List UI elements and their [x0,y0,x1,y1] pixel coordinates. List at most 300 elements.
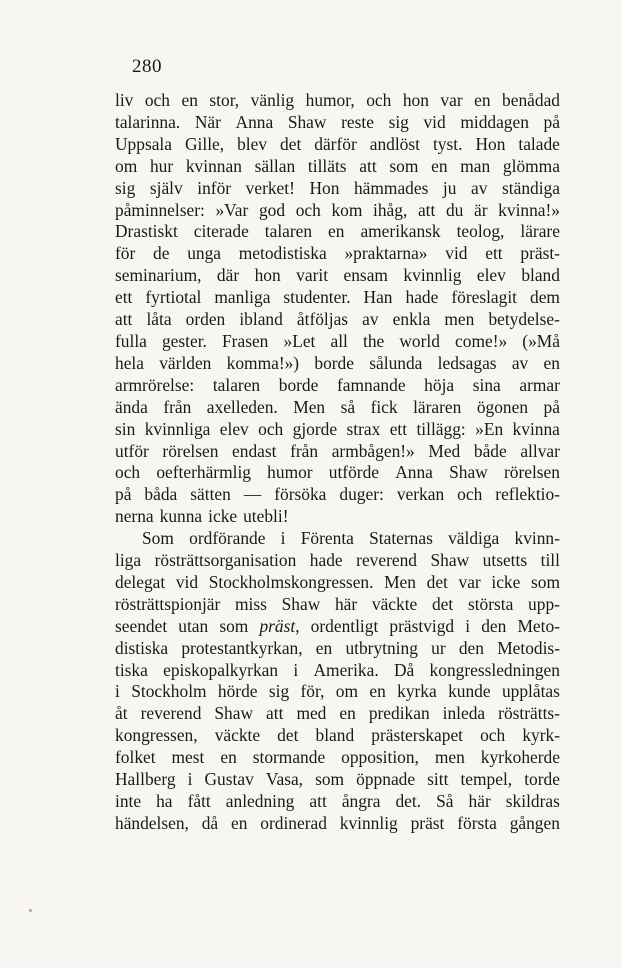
word: middagen [460,111,529,132]
word: »Let [283,330,316,351]
word: från [163,396,192,417]
word: och [144,90,170,110]
word: kongressen, [115,725,198,746]
word: predikan [368,703,430,724]
word: Shaw [214,703,254,724]
word: hämmades [353,177,429,198]
word: det [431,593,454,614]
word: därför [314,133,357,154]
word: Förenta [300,528,354,549]
word: come!» [455,330,508,351]
word: protestantkyrkan, [181,637,303,658]
word: kunna [159,506,203,527]
word: av [471,177,488,198]
word: Anna [235,111,274,132]
word: hon [402,90,429,110]
word: all [330,330,348,351]
word: och [457,484,483,505]
word: amerikansk [360,221,441,242]
word: komma!») [226,352,300,373]
word: icke [491,571,521,592]
word: utför [115,440,149,461]
word: Hon [475,133,506,154]
text-line [115,309,560,331]
text-line [115,375,560,397]
word: Han [363,287,393,308]
text-line [115,747,560,769]
word: benådad [502,90,560,110]
word: allvar [520,440,560,461]
word: och [115,462,141,483]
word: ha [156,791,173,811]
word: the [362,330,385,351]
word: Hallberg [115,769,176,790]
word: i [293,659,299,680]
word: ständiga [502,177,560,198]
text-line [115,813,560,835]
word: ett [115,287,133,308]
word: hon [254,265,281,286]
word: kvinna [512,418,560,439]
word: fyrtiotal [145,287,202,308]
word: kvinn- [514,528,560,549]
word: sig [115,177,136,198]
word: en [328,221,345,242]
word: på [543,396,560,417]
text-line [115,660,560,682]
word: då [201,812,219,833]
word: borde [278,374,319,395]
text-line [115,703,560,725]
word: fick [370,396,398,417]
word: varit [296,265,329,286]
word: Hon [309,177,340,198]
word: väckte [371,593,418,614]
word: kyrkoherde [480,747,560,768]
word: elev [476,265,506,286]
word: seminarium, [115,265,202,286]
word: nerna [115,506,154,527]
word: sig [268,681,290,702]
word: mest [171,747,205,768]
word: skildras [505,791,560,811]
word: blev [237,133,268,154]
word: en [231,812,248,833]
word: talaren [212,374,261,395]
word: i [465,615,471,636]
word: sätten [190,484,231,505]
word: sina [472,374,501,395]
word: Frasen [222,330,269,351]
word: i [187,769,193,790]
word: och [295,199,321,220]
word: ju [442,177,457,198]
word: tiska [115,659,148,680]
word: inleda [442,703,486,724]
word: »En [475,418,504,439]
word: betydelse- [488,309,560,330]
text-line [115,791,560,813]
text-line [115,331,560,353]
word: rösträttsorganisation [154,550,297,571]
word: och [366,90,392,110]
word: endast [232,440,277,461]
word: kyrka [397,681,437,702]
word: — [243,484,262,505]
word: famnande [336,374,406,395]
word: försöka [274,484,327,505]
word: om [335,681,359,702]
text-line [115,506,560,528]
word: som [315,769,345,790]
word: upplåtas [501,681,560,702]
word: var [440,90,463,110]
word: att [417,199,436,220]
word: du [445,199,464,220]
word: armrörelse: [115,374,195,395]
word: verket! [245,177,295,198]
word: det [277,725,299,746]
word: av [362,309,379,330]
word: vid [175,571,199,592]
word: kunde [448,681,491,702]
body-text [115,90,560,835]
word: kvinna!» [498,199,560,220]
word: humor [267,462,313,483]
word: vid [445,243,468,264]
word: att [115,309,133,330]
word: prästvigd [389,615,455,636]
word: Gille, [184,133,225,154]
word: den [458,637,484,658]
word: armar [519,374,560,395]
word: humor, [305,90,355,110]
word: reverend [140,703,202,724]
word: Meto- [517,615,560,636]
word: metodistiska [238,243,327,264]
word: en [315,637,333,658]
text-line [115,156,560,178]
word: det [280,133,302,154]
word: sig [388,111,409,132]
word: utebli! [243,506,289,527]
word: Gustav [204,769,254,790]
word: där [216,265,240,286]
word: andlöst [369,133,420,154]
word: tyst. [432,133,463,154]
word: som [219,615,249,636]
word: Men [293,396,326,417]
word: att [359,155,377,176]
word: tillägg: [416,418,466,439]
word: väldiga [448,528,500,549]
word: inför [197,177,232,198]
word: själv [149,177,183,198]
word: vid [423,111,446,132]
word: men [444,309,475,330]
word: man [460,155,491,176]
word: präst [410,812,445,833]
word: elev [219,418,249,439]
word: (»Må [522,330,560,351]
text-line [115,638,560,660]
text-line [115,353,560,375]
word: god [258,199,286,220]
text-line [115,287,560,309]
word: hade [309,550,343,571]
word: citerade [193,221,249,242]
word: åtföljas [296,309,349,330]
word: icke [208,506,238,527]
word: torde [524,769,560,790]
word: och [480,725,506,746]
word: duger: [339,484,384,505]
word: de [153,243,170,264]
word: När [194,111,221,132]
word: höja [424,374,455,395]
word: så [340,396,356,417]
paper-speck [29,909,32,912]
word: om [115,155,138,176]
word: väckte [214,725,261,746]
word: och [258,418,284,439]
word: den [481,615,507,636]
word: fulla [115,330,147,351]
word: Shaw [430,550,470,571]
word: studenter. [283,287,351,308]
word: vänlig [250,90,295,110]
word: som [530,571,560,592]
word: en [369,681,386,702]
word: kvinnan [185,155,242,176]
word: öppnade [356,769,416,790]
word: är [474,199,488,220]
word: Men [384,571,416,592]
word: oefterhärmlig [156,462,251,483]
word: låta [146,309,172,330]
word: Som [142,528,174,549]
word: en [181,90,198,110]
word: Shaw [449,462,488,483]
word: präst, [259,615,300,636]
word: utförde [328,462,380,483]
word: ögonen [476,396,529,417]
word: här [334,593,358,614]
text-line [115,616,560,638]
word: enkla [392,309,431,330]
word: utan [178,615,209,636]
word: opposition, [341,747,419,768]
word: reverend [356,550,417,571]
word: men [434,747,465,768]
word: gjorde [292,418,338,439]
word: Anna [395,462,433,483]
word: upp- [528,593,560,614]
text-line [115,769,560,791]
word: Uppsala [115,133,172,154]
word: för [115,243,136,264]
word: en [431,155,448,176]
word: Metodis- [497,637,560,658]
word: »praktarna» [344,243,428,264]
word: det. [395,791,422,811]
word: rörelsen [503,462,560,483]
word: ur [431,637,446,658]
word: kvinnlig [403,265,462,286]
word: liv [115,90,134,110]
word: kom [331,199,363,220]
word: fått [187,791,211,811]
word: orden [185,309,226,330]
text-line [115,419,560,441]
word: till [540,550,560,571]
word: för, [300,681,325,702]
word: borde [314,352,354,373]
word: av [511,352,529,373]
word: ett [485,243,503,264]
word: utbrytning [345,637,418,658]
word: på [115,484,132,505]
text-line [115,112,560,134]
text-line [115,397,560,419]
word: strax [346,418,381,439]
text-line [115,594,560,616]
page-number: 280 [132,56,162,77]
word: Amerika. [313,659,379,680]
word: Så [436,791,454,811]
word: var [458,571,481,592]
word: båda [144,484,178,505]
word: liga [115,550,142,571]
word: tempel, [460,769,513,790]
text-line [115,90,560,112]
word: Shaw [287,111,327,132]
word: ihåg, [373,199,408,220]
text-line [115,265,560,287]
text-line [115,178,560,200]
word: att [309,791,327,811]
word: hade [405,287,439,308]
word: reste [341,111,374,132]
word: teolog, [456,221,505,242]
word: på [543,111,560,132]
word: präst- [520,243,560,264]
word: kongressledningen [429,659,560,680]
word: här [468,791,491,811]
word: från [290,440,319,461]
word: episkopalkyrkan [163,659,279,680]
word: lärare [520,221,560,242]
word: Stockholm [131,681,207,702]
word: tilläts [307,155,347,176]
word: manliga [214,287,271,308]
word: läraren [413,396,462,417]
word: Staternas [369,528,433,549]
word: axelleden. [206,396,278,417]
word: rösträtts- [498,703,560,724]
word: händelsen, [115,812,189,833]
word: Stockholmskongressen. [208,571,374,592]
text-line [115,462,560,484]
word: en [220,747,237,768]
word: ordentligt [310,615,379,636]
word: sin [115,418,136,439]
word: sällan [254,155,296,176]
word: reflektio- [495,484,560,505]
word: miss [235,593,267,614]
word: rörelsen [162,440,219,461]
word: unga [187,243,222,264]
word: som [389,155,419,176]
word: anledning [225,791,295,811]
word: Med [428,440,461,461]
word: hur [149,155,174,176]
word: glömma [502,155,560,176]
text-line [115,200,560,222]
word: inte [115,791,142,811]
word: det [426,571,448,592]
word: »Var [215,199,249,220]
word: armbågen!» [331,440,415,461]
word: Vasa, [265,769,304,790]
word: med [296,703,327,724]
text-line [115,134,560,156]
text-line [115,572,560,594]
word: ordinerad [260,812,327,833]
word: utsetts [482,550,528,571]
text-line [115,484,560,506]
word: kyrk- [522,725,560,746]
word: sålunda [369,352,423,373]
word: bland [521,265,560,286]
word: ett [389,418,408,439]
word: bland [315,725,355,746]
word: verkan [396,484,445,505]
word: ända [115,396,148,417]
word: en [474,90,491,110]
word: gången [509,812,560,833]
word: prästerskapet [371,725,463,746]
word: påminnelser: [115,199,205,220]
word: talaren [264,221,313,242]
word: ibland [239,309,283,330]
word: sitt [427,769,449,790]
word: kvinnliga [144,418,211,439]
word: kvinnlig [339,812,398,833]
word: ledsagas [437,352,497,373]
word: ordförande [189,528,266,549]
word: i [115,681,120,702]
word: distiska [115,637,169,658]
word: delegat [115,571,166,592]
text-line [115,441,560,463]
text-line [115,725,560,747]
word: en [339,703,356,724]
text-line [115,528,560,550]
word: rösträttspionjär [115,593,221,614]
word: Då [393,659,415,680]
word: i [280,528,286,549]
word: talarinna. [115,111,181,132]
text-line [115,221,560,243]
word: världen [159,352,212,373]
word: ensam [343,265,388,286]
word: stor, [209,90,240,110]
word: föreslagit [451,287,518,308]
word: både [473,440,507,461]
word: stormande [252,747,326,768]
word: hörde [217,681,258,702]
